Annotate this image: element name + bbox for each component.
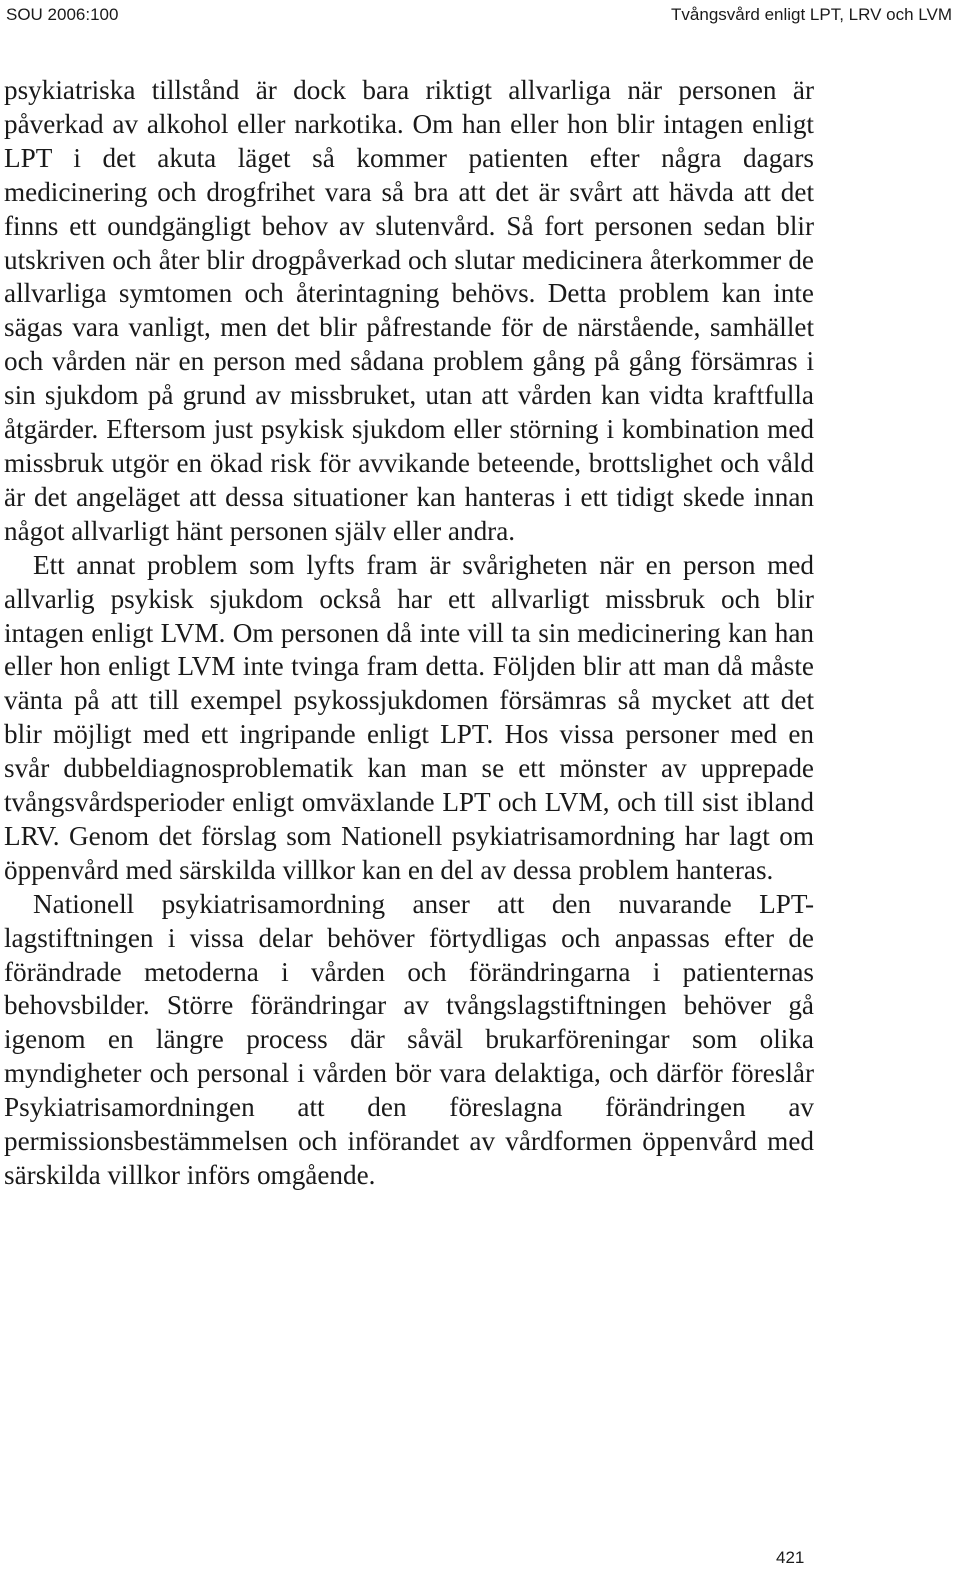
paragraph-3: Nationell psykiatrisamordning anser att den nuvarande LPT-lagstiftningen i vissa delar behöver förtydligas och anpassas efter de förändrade metoderna i vården och förändringarna i patienternas behovsbilder. Större förändringar av tvångslagstiftningen behöver gå igenom en längre process där såväl brukarföreningar som olika myndigheter och personal i vården bör vara delaktiga, och därför föreslår Psykiatrisamordningen att den föreslagna förändringen av permissionsbestämmelsen och införandet av vårdformen öppenvård med särskilda villkor införs omgående. <box>4 888 814 1190</box>
chapter-title: Tvångsvård enligt LPT, LRV och LVM <box>671 5 952 24</box>
body-text <box>4 74 814 1193</box>
paragraph-2: Ett annat problem som lyfts fram är svårigheten när en person med allvarlig psykisk sjukdom också har ett allvarligt missbruk och blir intagen enligt LVM. Om personen då inte vill ta sin medicinering kan han eller hon enligt LVM inte tvinga fram detta. Följden blir att man då måste vänta på att till exempel psykossjukdomen försämras så mycket att det blir möjligt med ett ingripande enligt LPT. Hos vissa personer med en svår dubbeldiagnosproblematik kan man se ett mönster av upprepade tvångsvårdsperioder enligt omväxlande LPT och LVM, och till sist ibland LRV. Genom det förslag som Nationell psykiatrisamordning har lagt om öppenvård med särskilda villkor kan en del av dessa problem hanteras. <box>4 549 814 885</box>
paragraph-1: psykiatriska tillstånd är dock bara riktigt allvarliga när personen är påverkad av alkohol eller narkotika. Om han eller hon blir intagen enligt LPT i det akuta läget så kommer patienten efter några dagars medicinering och drogfrihet vara så bra att det är svårt att hävda att det finns ett oundgängligt behov av slutenvård. Så fort personen sedan blir utskriven och åter blir drogpåverkad och slutar medicinera återkommer de allvarliga symtomen och återintagning behövs. Detta problem kan inte sägas vara vanligt, men det blir påfrestande för de närstående, samhället och vården när en person med sådana problem gång på gång försämras i sin sjukdom på grund av missbruket, utan att vården kan vidta kraftfulla åtgärder. Eftersom just psykisk sjukdom eller störning i kombination med missbruk utgör en ökad risk för avvikande beteende, brottslighet och våld är det angeläget att dessa situationer kan hanteras i ett tidigt skede innan något allvarligt hänt personen själv eller andra. <box>4 75 814 546</box>
page-number: 421 <box>776 1548 805 1567</box>
report-number: SOU 2006:100 <box>6 5 119 24</box>
running-header <box>6 4 952 26</box>
